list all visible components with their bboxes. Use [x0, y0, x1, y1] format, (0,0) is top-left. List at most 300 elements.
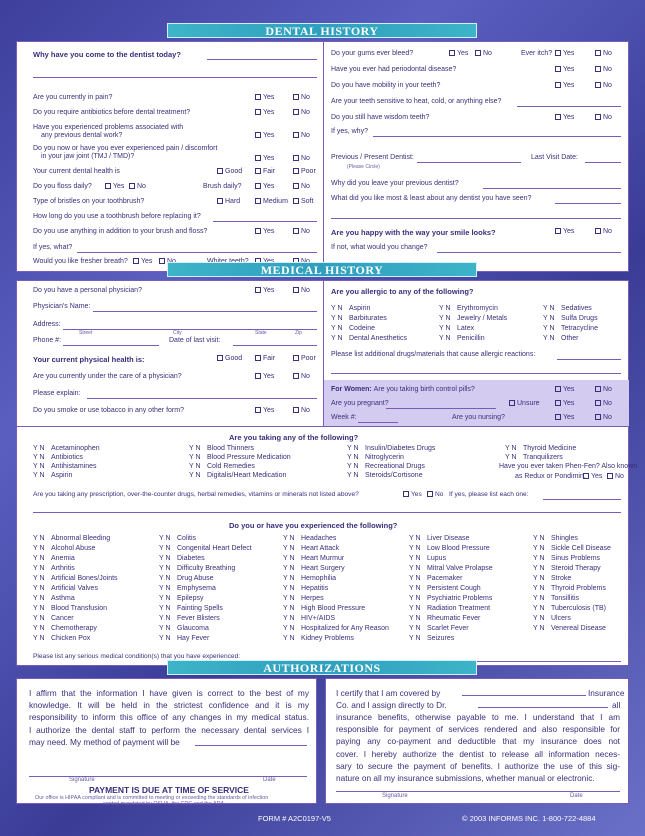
yn-choice[interactable]: Y N	[189, 454, 201, 461]
care-yes[interactable]: Yes	[255, 373, 274, 380]
wisdom-question: Do you still have wisdom teeth?	[331, 114, 430, 121]
tmj-yes[interactable]: Yes	[255, 155, 274, 162]
bristles-soft[interactable]: Soft	[293, 198, 313, 205]
yn-choice[interactable]: Y N	[159, 545, 171, 552]
ifyes-field[interactable]	[77, 252, 317, 253]
yn-choice[interactable]: Y N	[533, 535, 545, 542]
list-item-label: Recreational Drugs	[365, 463, 425, 470]
list-item-exp_col3-5[interactable]	[283, 585, 328, 592]
perio-question: Have you ever had periodontal disease?	[331, 66, 457, 73]
explain-field[interactable]	[87, 398, 317, 399]
yn-choice[interactable]: Y N	[505, 445, 517, 452]
perio-no[interactable]: No	[595, 66, 612, 73]
brush-daily-question: Brush daily?	[203, 183, 242, 190]
dental-health-good[interactable]: Good	[217, 168, 242, 175]
list-item-exp_col5-8[interactable]	[533, 615, 571, 622]
yn-choice[interactable]: Y N	[33, 454, 45, 461]
pain-no[interactable]: No	[293, 94, 310, 101]
list-item-label: Tranquilizers	[523, 454, 563, 461]
list-item-label: Abnormal Bleeding	[51, 535, 111, 542]
nursing-no[interactable]: No	[595, 414, 612, 421]
replace-question: How long do you use a toothbrush before replacing it?	[33, 213, 201, 220]
list-item-exp_col2-8[interactable]	[159, 615, 220, 622]
yn-choice[interactable]: Y N	[409, 635, 421, 642]
list-item-allergies_col2-0[interactable]	[439, 305, 498, 312]
yn-choice[interactable]: Y N	[283, 585, 295, 592]
physician-yes[interactable]: Yes	[255, 287, 274, 294]
list-item-label: Artificial Bones/Joints	[51, 575, 118, 582]
list-item-exp_col3-0[interactable]	[283, 535, 336, 542]
mobility-no[interactable]: No	[595, 82, 612, 89]
yn-choice[interactable]: Y N	[331, 325, 343, 332]
list-item-allergies_col1-1[interactable]	[331, 315, 387, 322]
care-no[interactable]: No	[293, 373, 310, 380]
list-item-label: Anemia	[51, 555, 75, 562]
yn-choice[interactable]: Y N	[33, 565, 45, 572]
physician-name-label: Physician's Name:	[33, 303, 91, 310]
yn-choice[interactable]: Y N	[159, 535, 171, 542]
fresher-yes[interactable]: Yes	[133, 258, 152, 265]
yn-choice[interactable]: Y N	[283, 635, 295, 642]
list-item-allergies_col3-0[interactable]	[543, 305, 592, 312]
yn-choice[interactable]: Y N	[533, 575, 545, 582]
tmj-no[interactable]: No	[293, 155, 310, 162]
list-item-exp_col5-1[interactable]	[533, 545, 611, 552]
list-item-allergies_col1-2[interactable]	[331, 325, 375, 332]
address-field[interactable]	[63, 329, 317, 330]
list-item-label: Glaucoma	[177, 625, 209, 632]
list-item-exp_col4-2[interactable]	[409, 555, 446, 562]
yn-choice[interactable]: Y N	[533, 565, 545, 572]
list-item-exp_col1-9[interactable]	[33, 625, 97, 632]
physical-health-poor[interactable]: Poor	[293, 355, 316, 362]
yn-choice[interactable]: Y N	[331, 305, 343, 312]
list-item-allergies_col2-2[interactable]	[439, 325, 474, 332]
leave-field[interactable]	[483, 188, 621, 189]
list-item-exp_col1-1[interactable]	[33, 545, 95, 552]
floss-no[interactable]: No	[129, 183, 146, 190]
list-item-exp_col1-8[interactable]	[33, 615, 74, 622]
list-item-exp_col1-2[interactable]	[33, 555, 75, 562]
list-item-exp_col3-10[interactable]	[283, 635, 354, 642]
list-item-taking_col3-2[interactable]	[347, 463, 425, 470]
list-item-exp_col3-9[interactable]	[283, 625, 389, 632]
yn-choice[interactable]: Y N	[283, 595, 295, 602]
yn-choice[interactable]: Y N	[533, 555, 545, 562]
yn-choice[interactable]: Y N	[347, 472, 359, 479]
yn-choice[interactable]: Y N	[347, 463, 359, 470]
yn-choice[interactable]: Y N	[33, 595, 45, 602]
list-item-label: Aspirin	[51, 472, 73, 479]
list-item-exp_col2-10[interactable]	[159, 635, 209, 642]
auth-right-line: all	[612, 700, 621, 710]
list-item-allergies_col3-2[interactable]	[543, 325, 598, 332]
yn-choice[interactable]: Y N	[283, 615, 295, 622]
yn-choice[interactable]: Y N	[159, 625, 171, 632]
list-item-exp_col3-8[interactable]	[283, 615, 335, 622]
yn-choice[interactable]: Y N	[543, 335, 555, 342]
yn-choice[interactable]: Y N	[189, 472, 201, 479]
yn-choice[interactable]: Y N	[409, 575, 421, 582]
pregnant-unsure[interactable]: Unsure	[509, 400, 540, 407]
yn-choice[interactable]: Y N	[159, 605, 171, 612]
birth-no[interactable]: No	[595, 386, 612, 393]
yn-choice[interactable]: Y N	[533, 625, 545, 632]
prescription-no[interactable]: No	[427, 491, 443, 498]
address-label: Address:	[33, 321, 61, 328]
brush-yes[interactable]: Yes	[255, 183, 274, 190]
yn-choice[interactable]: Y N	[283, 625, 295, 632]
gums-yes[interactable]: Yes	[449, 50, 468, 57]
yn-choice[interactable]: Y N	[543, 305, 555, 312]
list-item-taking_col1-0[interactable]	[33, 445, 100, 452]
yn-choice[interactable]: Y N	[533, 595, 545, 602]
like-field[interactable]	[555, 203, 621, 204]
list-item-label: Chemotherapy	[51, 625, 97, 632]
list-item-exp_col4-8[interactable]	[409, 615, 480, 622]
perio-yes[interactable]: Yes	[555, 66, 574, 73]
bristles-question: Type of bristles on your toothbrush?	[33, 198, 145, 205]
list-item-allergies_col1-0[interactable]	[331, 305, 370, 312]
list-item-exp_col4-0[interactable]	[409, 535, 469, 542]
ifnot-field[interactable]	[437, 252, 621, 253]
list-item-label: Tuberculosis (TB)	[551, 605, 606, 612]
list-item-exp_col5-0[interactable]	[533, 535, 578, 542]
smoke-question: Do you smoke or use tobacco in any other form?	[33, 407, 184, 414]
list-item-exp_col2-1[interactable]	[159, 545, 252, 552]
list-item-label: Fainting Spells	[177, 605, 223, 612]
allergies-list-field-2[interactable]	[331, 373, 621, 374]
allergies-list-field[interactable]	[557, 359, 621, 360]
physical-health-fair[interactable]: Fair	[255, 355, 275, 362]
list-item-exp_col1-7[interactable]	[33, 605, 107, 612]
physical-health-good[interactable]: Good	[217, 355, 242, 362]
wisdom-no[interactable]: No	[595, 114, 612, 121]
yn-choice[interactable]: Y N	[543, 315, 555, 322]
happy-no[interactable]: No	[595, 228, 612, 235]
list-item-exp_col2-5[interactable]	[159, 585, 216, 592]
list-item-exp_col4-5[interactable]	[409, 585, 481, 592]
list-item-exp_col1-6[interactable]	[33, 595, 75, 602]
gums-no[interactable]: No	[475, 50, 492, 57]
list-item-allergies_col3-1[interactable]	[543, 315, 598, 322]
smoke-yes[interactable]: Yes	[255, 407, 274, 414]
explain-label: Please explain:	[33, 390, 81, 397]
physician-no[interactable]: No	[293, 287, 310, 294]
list-item-label: Emphysema	[177, 585, 216, 592]
list-item-exp_col1-0[interactable]	[33, 535, 110, 542]
yn-choice[interactable]: Y N	[283, 575, 295, 582]
yn-choice[interactable]: Y N	[347, 454, 359, 461]
list-item-exp_col4-10[interactable]	[409, 635, 454, 642]
week-label: Week #:	[331, 414, 357, 421]
last-visit-field[interactable]	[585, 162, 621, 163]
anything-yes[interactable]: Yes	[255, 228, 274, 235]
auth-left-line: knowledge. It will be held in the strictest confidence and it is my	[29, 700, 309, 711]
payment-method-field[interactable]	[195, 745, 307, 746]
list-item-exp_col5-9[interactable]	[533, 625, 606, 632]
fresher-question: Would you like fresher breath?	[33, 258, 128, 265]
yn-choice[interactable]: Y N	[331, 335, 343, 342]
pregnant-no[interactable]: No	[595, 400, 612, 407]
previous-dentist-field[interactable]	[417, 162, 521, 163]
wisdom-yes[interactable]: Yes	[555, 114, 574, 121]
yn-choice[interactable]: Y N	[33, 463, 45, 470]
list-item-allergies_col2-3[interactable]	[439, 335, 485, 342]
list-item-label: Radiation Treatment	[427, 605, 491, 612]
list-item-label: Tetracycline	[561, 325, 598, 332]
yn-choice[interactable]: Y N	[283, 605, 295, 612]
phen-question: Have you ever taken Phen-Fen? Also known	[499, 463, 638, 470]
street-label: Street	[79, 330, 93, 336]
anything-no[interactable]: No	[293, 228, 310, 235]
auth-right-line: responsible for payment of services rendered and also responsible for	[336, 724, 620, 735]
yn-choice[interactable]: Y N	[283, 565, 295, 572]
list-item-exp_col2-2[interactable]	[159, 555, 205, 562]
phone-label: Phone #:	[33, 337, 62, 344]
itch-no[interactable]: No	[595, 50, 612, 57]
list-item-exp_col5-3[interactable]	[533, 565, 601, 572]
yn-choice[interactable]: Y N	[159, 615, 171, 622]
anything-question: Do you use anything in addition to your brush and floss?	[33, 228, 208, 235]
list-item-taking_col1-1[interactable]	[33, 454, 83, 461]
list-item-exp_col3-7[interactable]	[283, 605, 365, 612]
list-item-exp_col4-9[interactable]	[409, 625, 469, 632]
replace-field[interactable]	[213, 221, 317, 222]
nursing-yes[interactable]: Yes	[555, 414, 574, 421]
list-item-exp_col4-3[interactable]	[409, 565, 493, 572]
list-item-label: Epilepsy	[177, 595, 204, 602]
yn-choice[interactable]: Y N	[409, 555, 421, 562]
list-item-taking_col1-3[interactable]	[33, 472, 72, 479]
yn-choice[interactable]: Y N	[33, 625, 45, 632]
list-item-label: Thyroid Problems	[551, 585, 606, 592]
yn-choice[interactable]: Y N	[33, 585, 45, 592]
floss-question: Do you floss daily?	[33, 183, 92, 190]
floss-yes[interactable]: Yes	[105, 183, 124, 190]
list-item-exp_col3-2[interactable]	[283, 555, 344, 562]
list-item-exp_col3-4[interactable]	[283, 575, 336, 582]
brush-no[interactable]: No	[293, 183, 310, 190]
yn-choice[interactable]: Y N	[33, 445, 45, 452]
ifyes-list-label: If yes, please list each one:	[449, 491, 529, 498]
phen-yes[interactable]: Yes	[583, 473, 602, 480]
yn-choice[interactable]: Y N	[409, 625, 421, 632]
list-item-label: Sickle Cell Disease	[551, 545, 611, 552]
prescription-field[interactable]	[543, 499, 621, 500]
list-item-label: Hemophilia	[301, 575, 337, 582]
yn-choice[interactable]: Y N	[159, 585, 171, 592]
yn-choice[interactable]: Y N	[189, 445, 201, 452]
yn-choice[interactable]: Y N	[33, 575, 45, 582]
list-item-taking_col2-2[interactable]	[189, 463, 255, 470]
list-item-exp_col1-4[interactable]	[33, 575, 118, 582]
yn-choice[interactable]: Y N	[533, 615, 545, 622]
list-item-label: Steroid Therapy	[551, 565, 601, 572]
auth-right-line: I certify that I am covered by	[336, 688, 441, 698]
problems-question-2: any previous dental work?	[41, 132, 123, 139]
list-item-allergies_col3-3[interactable]	[543, 335, 579, 342]
yn-choice[interactable]: Y N	[533, 545, 545, 552]
list-item-label: Congenital Heart Defect	[177, 545, 252, 552]
list-item-exp_col2-3[interactable]	[159, 565, 235, 572]
list-item-exp_col3-3[interactable]	[283, 565, 345, 572]
yn-choice[interactable]: Y N	[439, 305, 451, 312]
happy-yes[interactable]: Yes	[555, 228, 574, 235]
list-item-taking_col2-3[interactable]	[189, 472, 286, 479]
list-item-taking_col2-0[interactable]	[189, 445, 254, 452]
bristles-hard[interactable]: Hard	[217, 198, 240, 205]
list-item-label: Hospitalized for Any Reason	[301, 625, 389, 632]
insurance-field[interactable]	[462, 695, 586, 696]
signature-label-left: Signature	[69, 777, 95, 783]
list-item-label: Shingles	[551, 535, 578, 542]
list-item-taking_col2-1[interactable]	[189, 454, 291, 461]
list-item-taking_col1-2[interactable]	[33, 463, 97, 470]
yn-choice[interactable]: Y N	[159, 635, 171, 642]
list-item-allergies_col1-3[interactable]	[331, 335, 407, 342]
list-item-exp_col5-4[interactable]	[533, 575, 571, 582]
tmj-question: Do you now or have you ever experienced pain / discomfort	[33, 145, 218, 152]
list-item-allergies_col2-1[interactable]	[439, 315, 507, 322]
itch-question: Ever itch?	[521, 50, 553, 57]
problems-yes[interactable]: Yes	[255, 132, 274, 139]
physician-name-field[interactable]	[93, 311, 317, 312]
list-item-exp_col3-1[interactable]	[283, 545, 339, 552]
yn-choice[interactable]: Y N	[347, 445, 359, 452]
yn-choice[interactable]: Y N	[33, 615, 45, 622]
bristles-medium[interactable]: Medium	[255, 198, 288, 205]
prescription-yes[interactable]: Yes	[403, 491, 422, 498]
auth-right-line: cover. I hereby authorize the dentist to release all information neces-	[336, 748, 620, 759]
list-item-exp_col4-1[interactable]	[409, 545, 490, 552]
yn-choice[interactable]: Y N	[283, 555, 295, 562]
yn-choice[interactable]: Y N	[409, 565, 421, 572]
list-item-exp_col2-4[interactable]	[159, 575, 214, 582]
week-field[interactable]	[358, 422, 398, 423]
auth-right-line: sary to secure the payment of benefits. I authorize the use of this sig-	[336, 760, 620, 771]
phen-no[interactable]: No	[607, 473, 624, 480]
why-dentist-question: Why have you come to the dentist today?	[33, 50, 181, 59]
list-item-exp_col5-6[interactable]	[533, 595, 579, 602]
list-item-label: Sulfa Drugs	[561, 315, 598, 322]
problems-no[interactable]: No	[293, 132, 310, 139]
list-item-exp_col5-7[interactable]	[533, 605, 606, 612]
yn-choice[interactable]: Y N	[505, 454, 517, 461]
yn-choice[interactable]: Y N	[409, 615, 421, 622]
list-item-exp_col2-9[interactable]	[159, 625, 209, 632]
prescription-field-2[interactable]	[33, 512, 621, 513]
list-item-taking_col3-1[interactable]	[347, 454, 404, 461]
yn-choice[interactable]: Y N	[159, 555, 171, 562]
signature-line-right[interactable]	[336, 791, 620, 792]
yn-choice[interactable]: Y N	[33, 472, 45, 479]
antibiotics-yes[interactable]: Yes	[255, 109, 274, 116]
yn-choice[interactable]: Y N	[331, 315, 343, 322]
yn-choice[interactable]: Y N	[33, 535, 45, 542]
list-item-taking_col4-1[interactable]	[505, 454, 563, 461]
last-visit-medical-field[interactable]	[233, 345, 317, 346]
itch-yes[interactable]: Yes	[555, 50, 574, 57]
list-item-exp_col4-7[interactable]	[409, 605, 490, 612]
why-dentist-field[interactable]	[207, 59, 317, 60]
list-item-taking_col4-0[interactable]	[505, 445, 576, 452]
like-field-2[interactable]	[331, 218, 621, 219]
zip-label: Zip	[295, 330, 302, 336]
birth-yes[interactable]: Yes	[555, 386, 574, 393]
list-item-exp_col3-6[interactable]	[283, 595, 324, 602]
mobility-yes[interactable]: Yes	[555, 82, 574, 89]
yn-choice[interactable]: Y N	[439, 325, 451, 332]
list-item-label: Latex	[457, 325, 475, 332]
yn-choice[interactable]: Y N	[283, 545, 295, 552]
list-item-label: Herpes	[301, 595, 324, 602]
yn-choice[interactable]: Y N	[533, 605, 545, 612]
list-item-label: Dental Anesthetics	[349, 335, 407, 342]
yn-choice[interactable]: Y N	[533, 585, 545, 592]
yn-choice[interactable]: Y N	[159, 595, 171, 602]
why-dentist-field-2[interactable]	[33, 77, 317, 78]
list-item-exp_col4-6[interactable]	[409, 595, 492, 602]
list-item-exp_col5-5[interactable]	[533, 585, 606, 592]
yn-choice[interactable]: Y N	[33, 635, 45, 642]
antibiotics-no[interactable]: No	[293, 109, 310, 116]
list-item-taking_col3-0[interactable]	[347, 445, 435, 452]
list-item-exp_col2-0[interactable]	[159, 535, 196, 542]
list-item-exp_col4-4[interactable]	[409, 575, 462, 582]
pain-yes[interactable]: Yes	[255, 94, 274, 101]
yn-choice[interactable]: Y N	[33, 605, 45, 612]
list-item-label: Penicillin	[457, 335, 485, 342]
yn-choice[interactable]: Y N	[439, 315, 451, 322]
list-item-label: Steroids/Cortisone	[365, 472, 423, 479]
list-item-label: Barbiturates	[349, 315, 387, 322]
insurance-field[interactable]	[478, 707, 608, 708]
yn-choice[interactable]: Y N	[159, 565, 171, 572]
pregnant-field[interactable]	[386, 408, 496, 409]
list-item-exp_col1-10[interactable]	[33, 635, 90, 642]
list-item-exp_col2-7[interactable]	[159, 605, 223, 612]
list-item-exp_col5-2[interactable]	[533, 555, 600, 562]
dental-health-poor[interactable]: Poor	[293, 168, 316, 175]
dental-health-fair[interactable]: Fair	[255, 168, 275, 175]
yn-choice[interactable]: Y N	[283, 535, 295, 542]
wisdom-why-field[interactable]	[373, 136, 621, 137]
yn-choice[interactable]: Y N	[409, 585, 421, 592]
list-item-exp_col1-3[interactable]	[33, 565, 75, 572]
yn-choice[interactable]: Y N	[409, 545, 421, 552]
list-item-exp_col2-6[interactable]	[159, 595, 203, 602]
yn-choice[interactable]: Y N	[439, 335, 451, 342]
yn-choice[interactable]: Y N	[409, 595, 421, 602]
sensitive-field[interactable]	[517, 106, 621, 107]
medical-history-title: MEDICAL HISTORY	[167, 262, 477, 277]
yn-choice[interactable]: Y N	[159, 575, 171, 582]
yn-choice[interactable]: Y N	[543, 325, 555, 332]
yn-choice[interactable]: Y N	[33, 555, 45, 562]
yn-choice[interactable]: Y N	[409, 535, 421, 542]
phen-question-2: as Redux or Pondimin.	[515, 473, 586, 480]
yn-choice[interactable]: Y N	[189, 463, 201, 470]
list-item-exp_col1-5[interactable]	[33, 585, 98, 592]
yn-choice[interactable]: Y N	[409, 605, 421, 612]
smoke-no[interactable]: No	[293, 407, 310, 414]
phone-field[interactable]	[63, 345, 159, 346]
list-item-label: Kidney Problems	[301, 635, 354, 642]
pregnant-yes[interactable]: Yes	[555, 400, 574, 407]
yn-choice[interactable]: Y N	[33, 545, 45, 552]
list-item-taking_col3-3[interactable]	[347, 472, 423, 479]
